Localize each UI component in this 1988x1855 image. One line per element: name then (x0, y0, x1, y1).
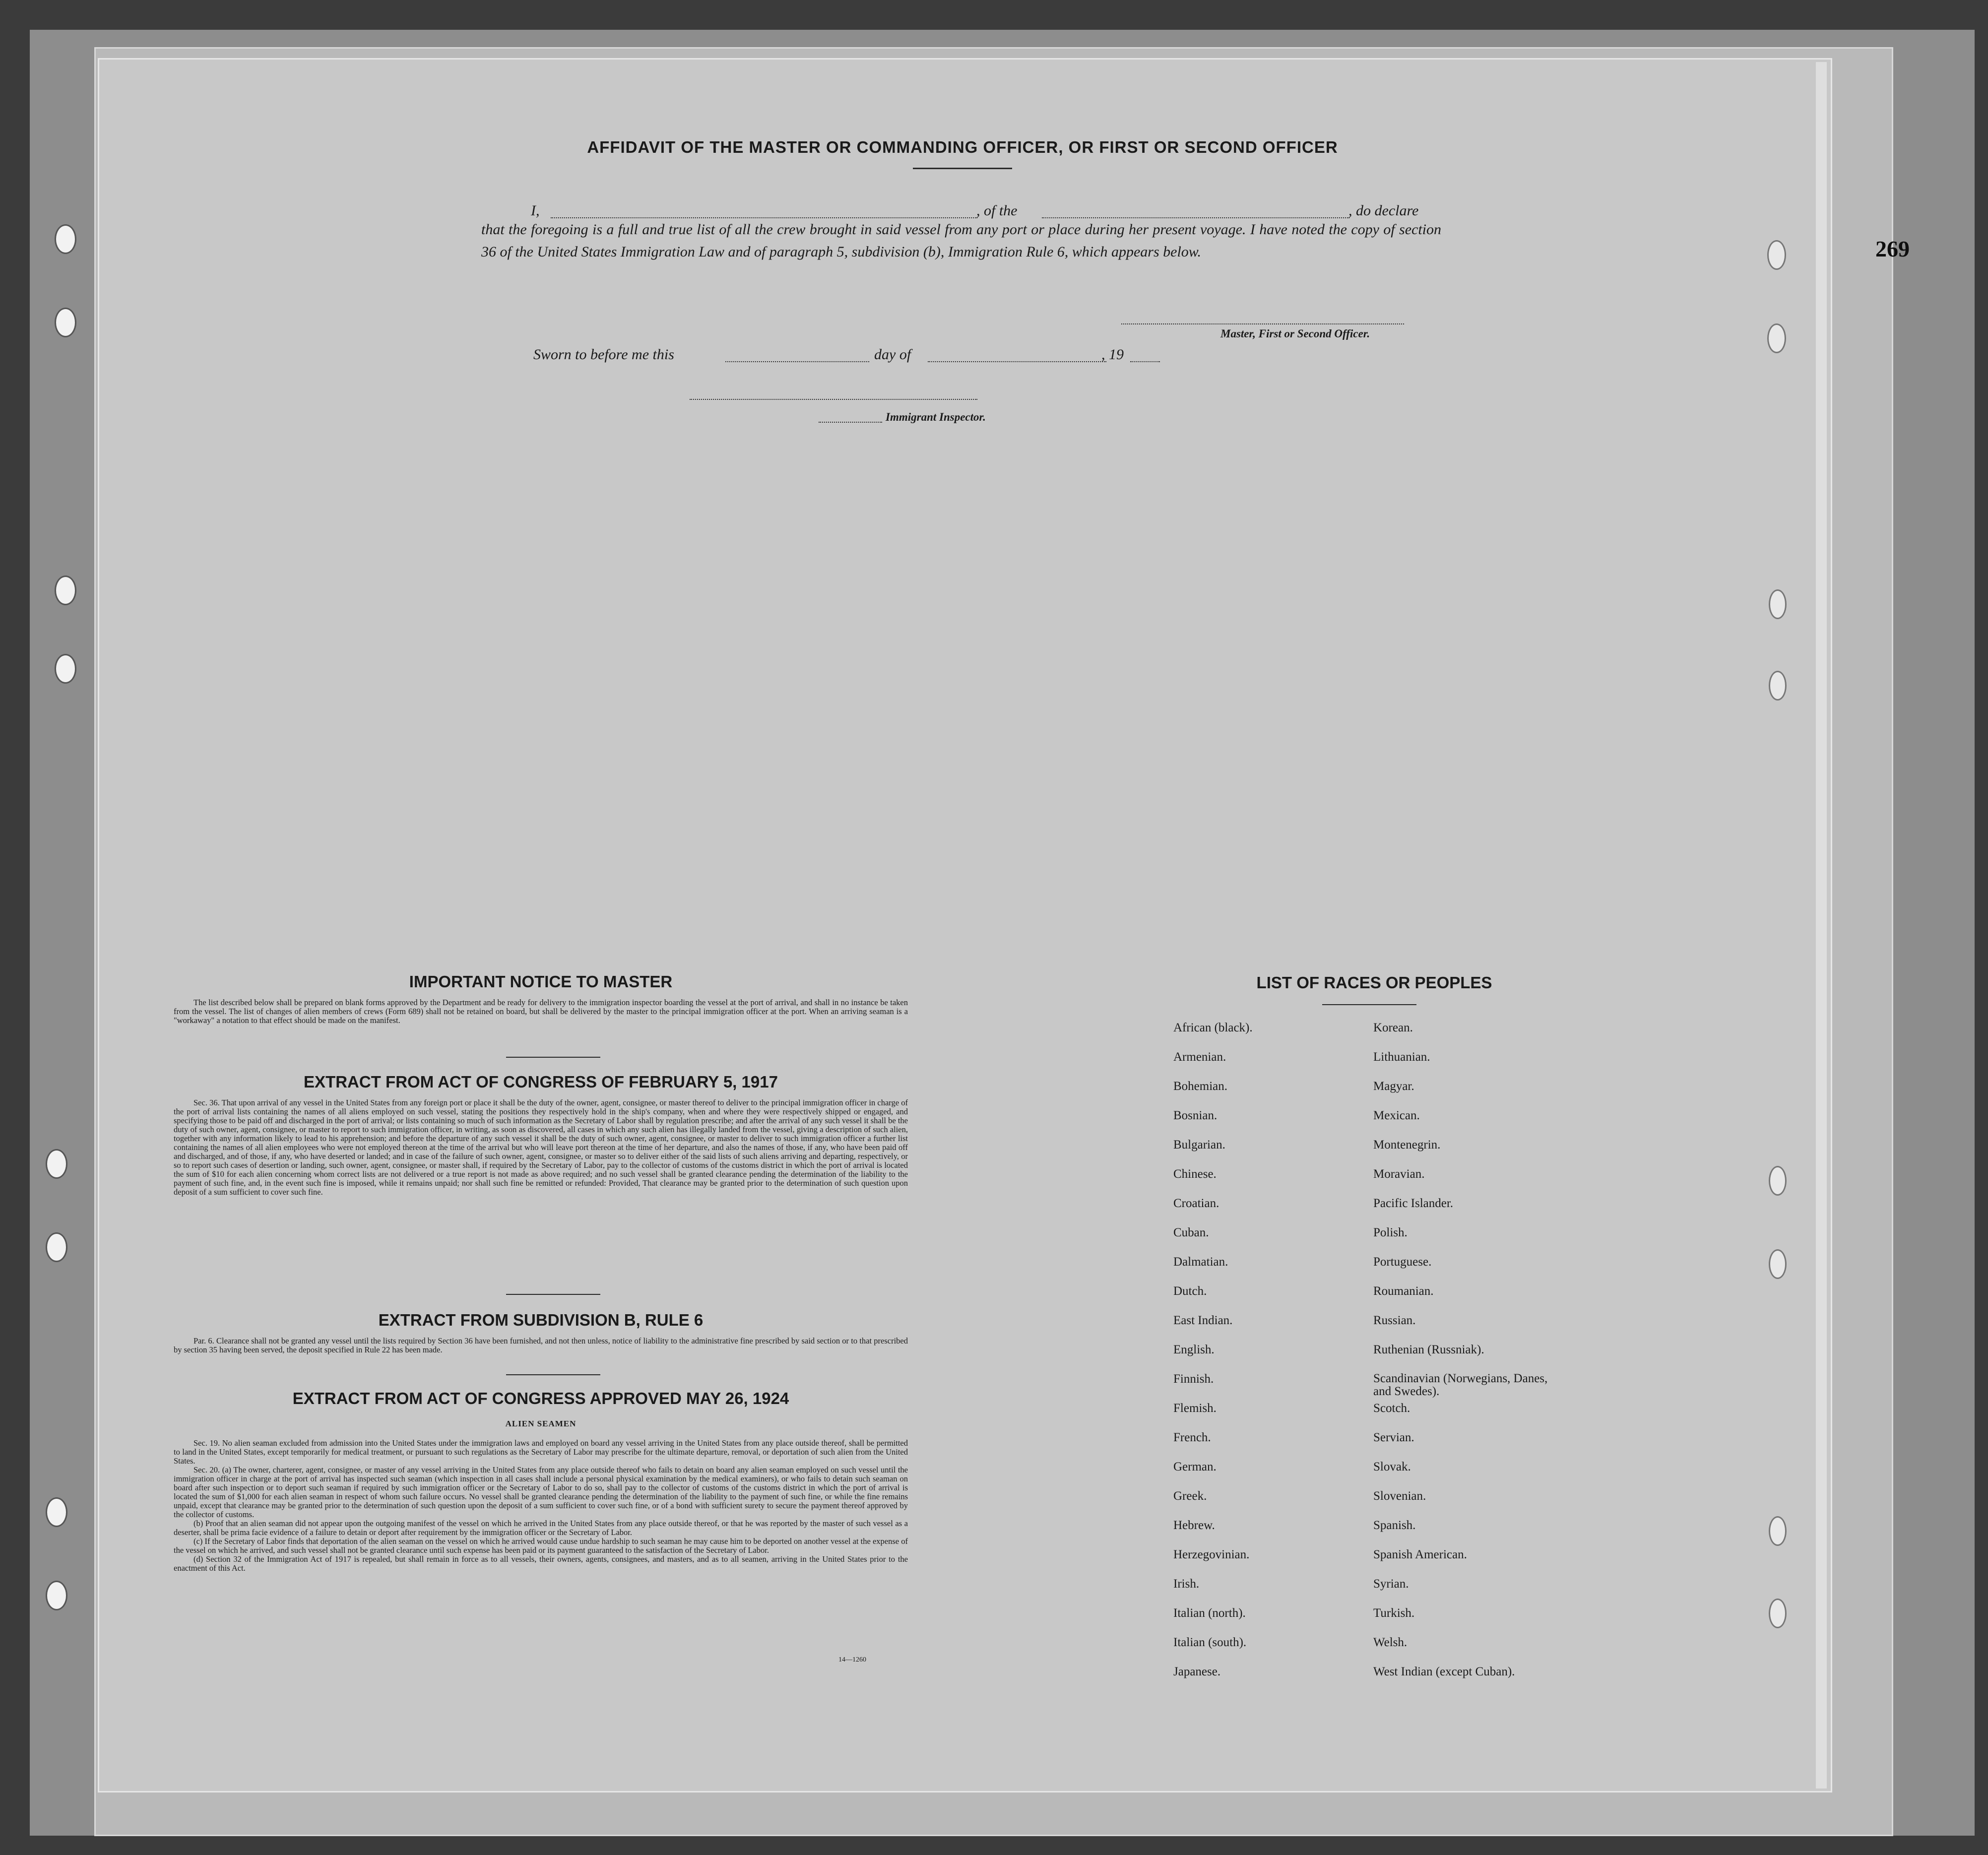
notice-rule (506, 1057, 600, 1058)
signature-line[interactable] (1121, 323, 1404, 324)
extract-1924-paragraph: (c) If the Secretary of Labor finds that deportation of the alien seaman on the vessel on which he arrived would cause undue hardship to such seaman he may cause him to be deported on another vessel at the expense of the vessel on which he arrived, and such vessel shall not be granted clearance until such expense has been paid or its payment guaranteed to the satisfaction of the Secretary of Labor. (174, 1536, 908, 1555)
binder-hole (55, 654, 76, 684)
race-item: Italian (north). (1173, 1606, 1246, 1620)
title-rule (913, 168, 1012, 169)
race-item: Bohemian. (1173, 1080, 1228, 1093)
binder-hole (55, 576, 76, 605)
race-item: Hebrew. (1173, 1519, 1215, 1532)
race-item: Syrian. (1373, 1577, 1409, 1591)
races-rule (1322, 1004, 1416, 1005)
race-item: Japanese. (1173, 1665, 1221, 1678)
inspector-dot-lead (819, 422, 882, 423)
extract-1924-paragraph: (d) Section 32 of the Immigration Act of 1917 is repealed, but shall remain in force as to all vessels, their owners, agents, consignees, and masters, and as to all seamen, arriving in the United States prior to the enactment of this Act. (174, 1554, 908, 1573)
race-item: English. (1173, 1343, 1215, 1356)
race-item: Greek. (1173, 1489, 1207, 1503)
race-item: Irish. (1173, 1577, 1200, 1591)
notice-text: The list described below shall be prepared on blank forms approved by the Department and be ready for delivery to the immigration inspector boarding the vessel at the port of arrival, and shall in no instance be taken from the vessel. The list of changes of alien members of crews (Form 689) shall not be retained on board, but shall be delivered by the master to the principal immigration officer at the port. When an arriving seaman is a "workaway" a notation to that effect should be made on the manifest. (174, 998, 908, 1025)
page-number-stamp: 269 (1875, 236, 1910, 261)
race-item: Russian. (1373, 1314, 1416, 1327)
binder-hole (55, 308, 76, 337)
race-item: French. (1173, 1431, 1211, 1444)
extract-1924-paragraph: Sec. 20. (a) The owner, charterer, agent, consignee, or master of any vessel arriving in the United States from any place outside thereof who fails to detain on board any alien seaman employed on such vessel until the immigration officer in charge at the port of arrival has inspected such seaman (which inspection in all cases shall include a personal physical examination by the medical examiners), or who fails to detain such seaman on board after such inspection or to deport such seaman if required by such immigration officer or the Secretary of Labor to do so, shall pay to the collector of customs of the customs district in which the port of arrival is located the sum of $1,000 for each alien seaman in respect of whom such failure occurs. No vessel shall be granted clearance pending the determination of the liability to the payment of such fine, or while the fine remains unpaid, except that clearance may be granted prior to the determination of such question upon the deposit of a sum sufficient to cover such fine, or of a bond with sufficient surety to secure the payment thereof approved by the collector of customs. (174, 1465, 908, 1519)
race-item: Turkish. (1373, 1606, 1415, 1620)
extract-rule6-rule (506, 1374, 600, 1375)
affidavit-do-declare: , do declare (1348, 202, 1419, 219)
race-item: German. (1173, 1460, 1217, 1473)
race-item: Slovenian. (1373, 1489, 1426, 1503)
binder-hole (1769, 1516, 1787, 1546)
race-item: Lithuanian. (1373, 1050, 1430, 1064)
binder-hole (55, 224, 76, 254)
affidavit-paragraph: that the foregoing is a full and true list of all the crew brought in said vessel from any port or place during her present voyage. I have noted the copy of section 36 of the United States Immigration Law and of paragraph 5, subdivision (b), Immigration Rule 6, which appears below. (481, 221, 1441, 260)
race-item: Korean. (1373, 1021, 1413, 1034)
sworn-year-prefix: , 19 (1101, 346, 1124, 363)
race-item: Cuban. (1173, 1226, 1209, 1239)
race-item: Scandinavian (Norwegians, Danes, and Swedes). (1373, 1372, 1548, 1398)
race-item: Italian (south). (1173, 1636, 1247, 1649)
extract-1917-text: Sec. 36. That upon arrival of any vessel in the United States from any foreign port or place it shall be the duty of the owner, agent, consignee, or master thereof to deliver to the principal immigration officer in charge of the port of arrival lists containing the names of all aliens employed on such vessel, stating the positions they respectively hold in the ship's company, when and where they were respectively shipped or engaged, and specifying those to be paid off and discharged in the port of arrival; or lists containing so much of such information as the Secretary of Labor shall by regulation prescribe; and after the arrival of any such vessel it shall be the duty of such owner, agent, consignee, or master to report to such immigration officer, in writing, as soon as discovered, all cases in which any such alien has illegally landed from the vessel, giving a description of such alien, together with any information likely to lead to his apprehension; and before the departure of any such vessel it shall be the duty of such owner, agent, consignee, or master to deliver to such immigration officer a further list containing the names of all alien employees who were not employed thereon at the time of the arrival but who will leave port thereon at the time of her departure, and also the names of those, if any, who have been paid off and discharged, and of those, if any, who have deserted or landed; and in case of the failure of such owner, agent, consignee, or master so to deliver either of the said lists of such aliens arriving and departing, respectively, or so to report such cases of desertion or landing, such owner, agent, consignee, or master shall, if required by the Secretary of Labor, pay to the collector of customs of the customs district in which the port of arrival is located the sum of $10 for each alien concerning whom correct lists are not delivered or a true report is not made as above required; and no such vessel shall be granted clearance pending the determination of the liability to the payment of such fine, and, in the event such fine is imposed, while it remains unpaid; nor shall such fine be remitted or refunded: Provided, That clearance may be granted prior to the determination of such question upon deposit of a sum sufficient to cover such fine. (174, 1098, 908, 1197)
race-item: Croatian. (1173, 1197, 1219, 1210)
affidavit-i-label: I, (531, 202, 540, 219)
race-item: Armenian. (1173, 1050, 1226, 1064)
affidavit-title: AFFIDAVIT OF THE MASTER OR COMMANDING OFFICER, OR FIRST OR SECOND OFFICER (587, 138, 1338, 156)
binder-hole (46, 1497, 67, 1527)
race-item: Bulgarian. (1173, 1138, 1225, 1151)
race-item: Bosnian. (1173, 1109, 1218, 1122)
race-item: Polish. (1373, 1226, 1408, 1239)
extract-1917-rule (506, 1294, 600, 1295)
sworn-day-field[interactable] (725, 361, 869, 362)
notice-title: IMPORTANT NOTICE TO MASTER (409, 972, 673, 991)
signature-label: Master, First or Second Officer. (1220, 327, 1370, 340)
extract-1924-paragraph: Sec. 19. No alien seaman excluded from admission into the United States under the immigration laws and employed on board any vessel arriving in the United States from any place outside thereof, shall be permitted to land in the United States, except temporarily for medical treatment, or pursuant to such regulations as the Secretary of Labor may prescribe for the ultimate departure, removal, or deportation of such alien from the United States. (174, 1438, 908, 1466)
race-item: Dalmatian. (1173, 1255, 1228, 1269)
races-right-column (1373, 1021, 1552, 1694)
race-item: Chinese. (1173, 1167, 1217, 1181)
sworn-year-field[interactable] (1130, 361, 1160, 362)
binder-hole (46, 1149, 67, 1179)
race-item: Magyar. (1373, 1080, 1414, 1093)
race-item: Moravian. (1373, 1167, 1425, 1181)
race-item: Welsh. (1373, 1636, 1408, 1649)
race-item: East Indian. (1173, 1314, 1233, 1327)
race-item: Dutch. (1173, 1284, 1207, 1298)
race-item: African (black). (1173, 1021, 1253, 1034)
binder-hole (1767, 323, 1786, 353)
races-left-column (1173, 1021, 1253, 1694)
inspector-label: Immigrant Inspector. (886, 411, 986, 423)
binder-hole (1769, 589, 1787, 619)
binder-hole (1769, 671, 1787, 701)
binder-hole (1767, 240, 1786, 270)
inspector-signature-line[interactable] (690, 399, 977, 400)
page-edge (1816, 62, 1827, 1789)
race-item: Spanish American. (1373, 1548, 1467, 1561)
race-item: Montenegrin. (1373, 1138, 1441, 1151)
races-title: LIST OF RACES OR PEOPLES (1256, 973, 1492, 992)
race-item: Finnish. (1173, 1372, 1214, 1386)
race-item: Portuguese. (1373, 1255, 1432, 1269)
race-item: Roumanian. (1373, 1284, 1434, 1298)
alien-seamen-heading: ALIEN SEAMEN (505, 1419, 577, 1428)
extract-rule6-title: EXTRACT FROM SUBDIVISION B, RULE 6 (378, 1311, 704, 1329)
binder-hole (1769, 1249, 1787, 1279)
binder-hole (46, 1232, 67, 1262)
race-item: Ruthenian (Russniak). (1373, 1343, 1484, 1356)
extract-1924-text (174, 1439, 908, 1573)
extract-rule6-text: Par. 6. Clearance shall not be granted any vessel until the lists required by Section 36 have been furnished, and not then unless, notice of liability to the administrative fine prescribed by said section or to that prescribed by section 35 having been served, the deposit specified in Rule 22 has been made. (174, 1336, 908, 1354)
binder-hole (1769, 1166, 1787, 1196)
sworn-month-field[interactable] (928, 361, 1106, 362)
race-item: Scotch. (1373, 1402, 1411, 1415)
binder-hole (46, 1581, 67, 1610)
race-item: Servian. (1373, 1431, 1414, 1444)
race-item: West Indian (except Cuban). (1373, 1665, 1515, 1678)
race-item: Mexican. (1373, 1109, 1420, 1122)
extract-1924-title: EXTRACT FROM ACT OF CONGRESS APPROVED MAY 26, 1924 (292, 1389, 789, 1407)
race-item: Pacific Islander. (1373, 1197, 1454, 1210)
race-item: Herzegovinian. (1173, 1548, 1250, 1561)
race-item: Slovak. (1373, 1460, 1411, 1473)
form-number: 14—1260 (838, 1656, 866, 1663)
extract-1917-title: EXTRACT FROM ACT OF CONGRESS OF FEBRUARY 5, 1917 (304, 1073, 778, 1091)
affidavit-of-the: , of the (976, 202, 1018, 219)
race-item: Flemish. (1173, 1402, 1217, 1415)
sworn-prefix: Sworn to before me this (533, 346, 674, 363)
binder-hole (1769, 1599, 1787, 1628)
race-item: Spanish. (1373, 1519, 1416, 1532)
sworn-day-of: day of (874, 346, 911, 363)
extract-1924-paragraph: (b) Proof that an alien seaman did not appear upon the outgoing manifest of the vessel on which he arrived in the United States from any place outside thereof, or that he was reported by the master of such vessel as a deserter, shall be prima facie evidence of a failure to detain or deport after requirement by the immigration officer or the Secretary of Labor. (174, 1519, 908, 1537)
